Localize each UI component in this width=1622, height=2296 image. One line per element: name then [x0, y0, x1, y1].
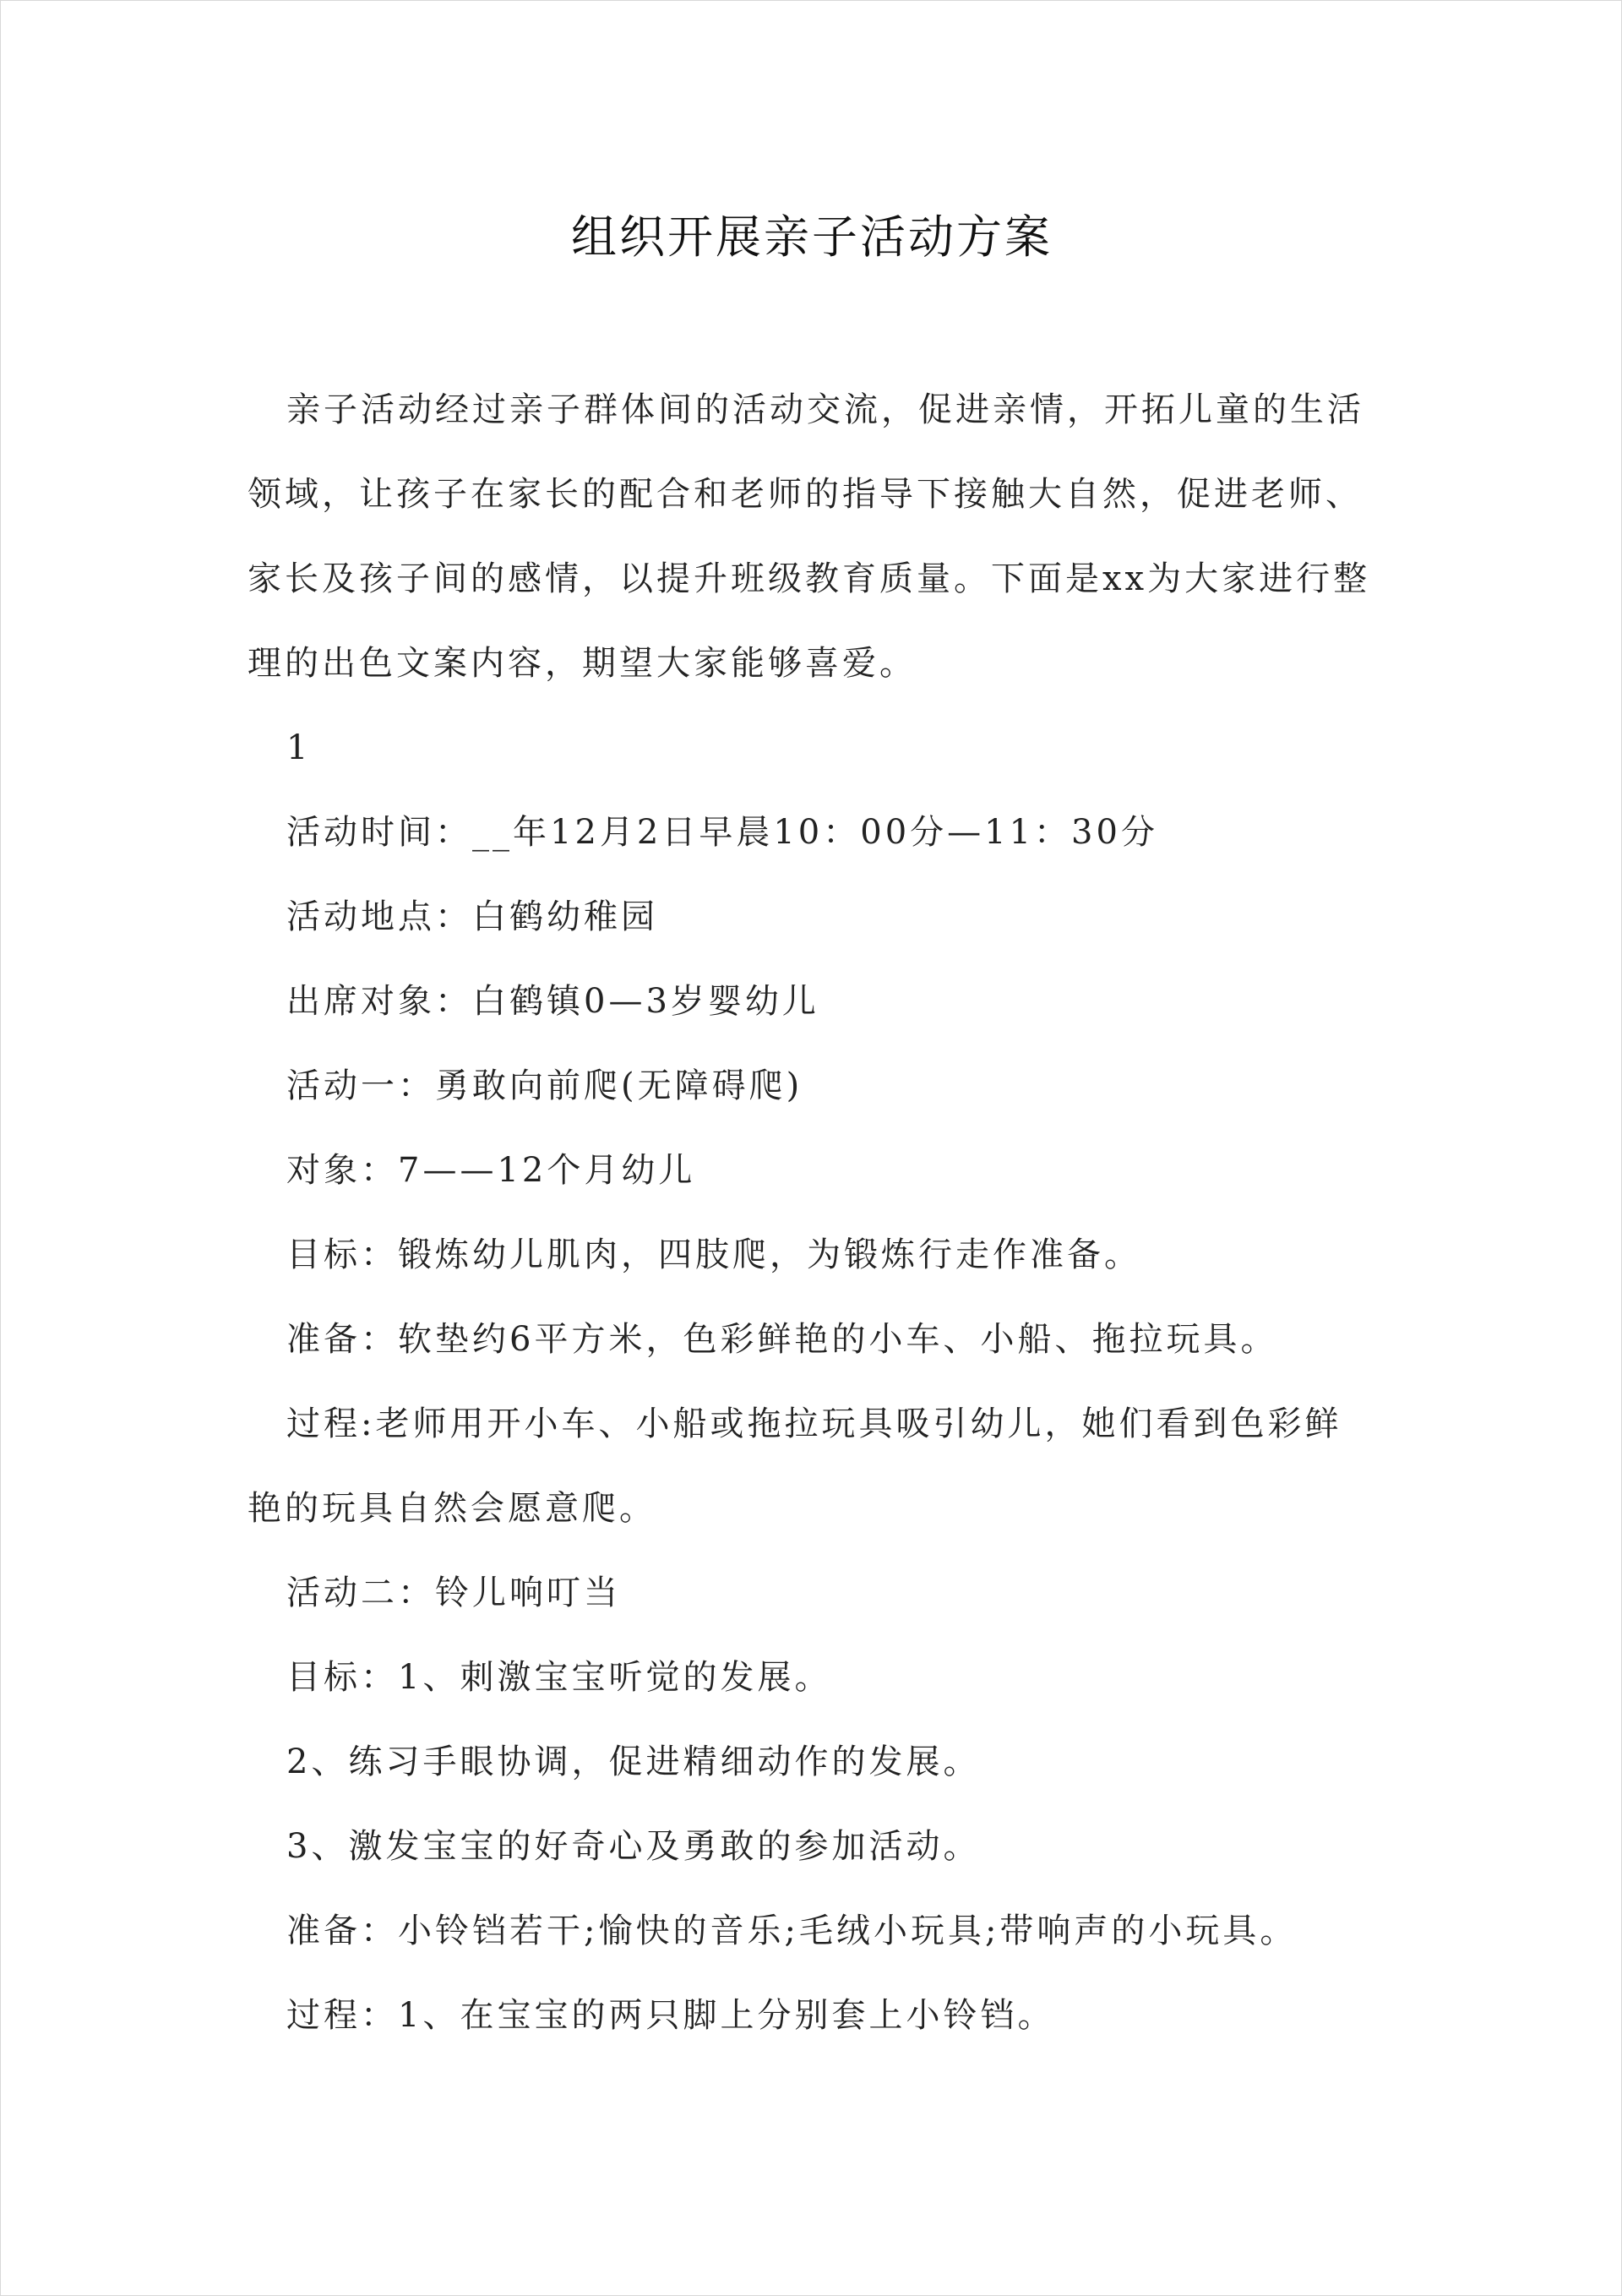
activity-time-line: 活动时间：__年12月2日早晨10：00分—11：30分: [286, 813, 1158, 852]
activity-one-preparation: 准备：软垫约6平方米，色彩鲜艳的小车、小船、拖拉玩具。: [286, 1320, 1278, 1359]
section-number: 1: [286, 728, 312, 767]
intro-paragraph: 亲子活动经过亲子群体间的活动交流，促进亲情，开拓儿童的生活领域，让孩子在家长的配合和老师的指导下接触大自然，促进老师、家长及孩子间的感情，以提升班级教育质量。下面是xx为大家进行整理的出色文案内容，期望大家能够喜爱。: [248, 390, 1371, 683]
activity-two-preparation: 准备：小铃铛若干;愉快的音乐;毛绒小玩具;带响声的小玩具。: [286, 1912, 1298, 1950]
attendees-line: 出席对象：白鹤镇0—3岁婴幼儿: [286, 982, 819, 1021]
activity-two-goal-1: 目标：1、刺激宝宝听觉的发展。: [286, 1658, 832, 1697]
activity-one-heading: 活动一：勇敢向前爬(无障碍爬): [286, 1066, 803, 1105]
document-title: 组织开展亲子活动方案: [571, 210, 1053, 264]
activity-one-process: 过程:老师用开小车、小船或拖拉玩具吸引幼儿，她们看到色彩鲜艳的玩具自然会愿意爬。: [248, 1404, 1342, 1528]
document-body: [248, 368, 1376, 2058]
activity-two-heading: 活动二：铃儿响叮当: [286, 1573, 621, 1612]
activity-two-process: 过程：1、在宝宝的两只脚上分别套上小铃铛。: [286, 1996, 1055, 2035]
activity-two-goal-2: 2、练习手眼协调，促进精细动作的发展。: [286, 1742, 981, 1781]
activity-one-goal: 目标：锻炼幼儿肌肉，四肢爬，为锻炼行走作准备。: [286, 1235, 1141, 1274]
activity-location-line: 活动地点：白鹤幼稚园: [286, 897, 658, 936]
activity-one-target: 对象：7——12个月幼儿: [286, 1151, 696, 1190]
activity-two-goal-3: 3、激发宝宝的好奇心及勇敢的参加活动。: [286, 1827, 981, 1866]
